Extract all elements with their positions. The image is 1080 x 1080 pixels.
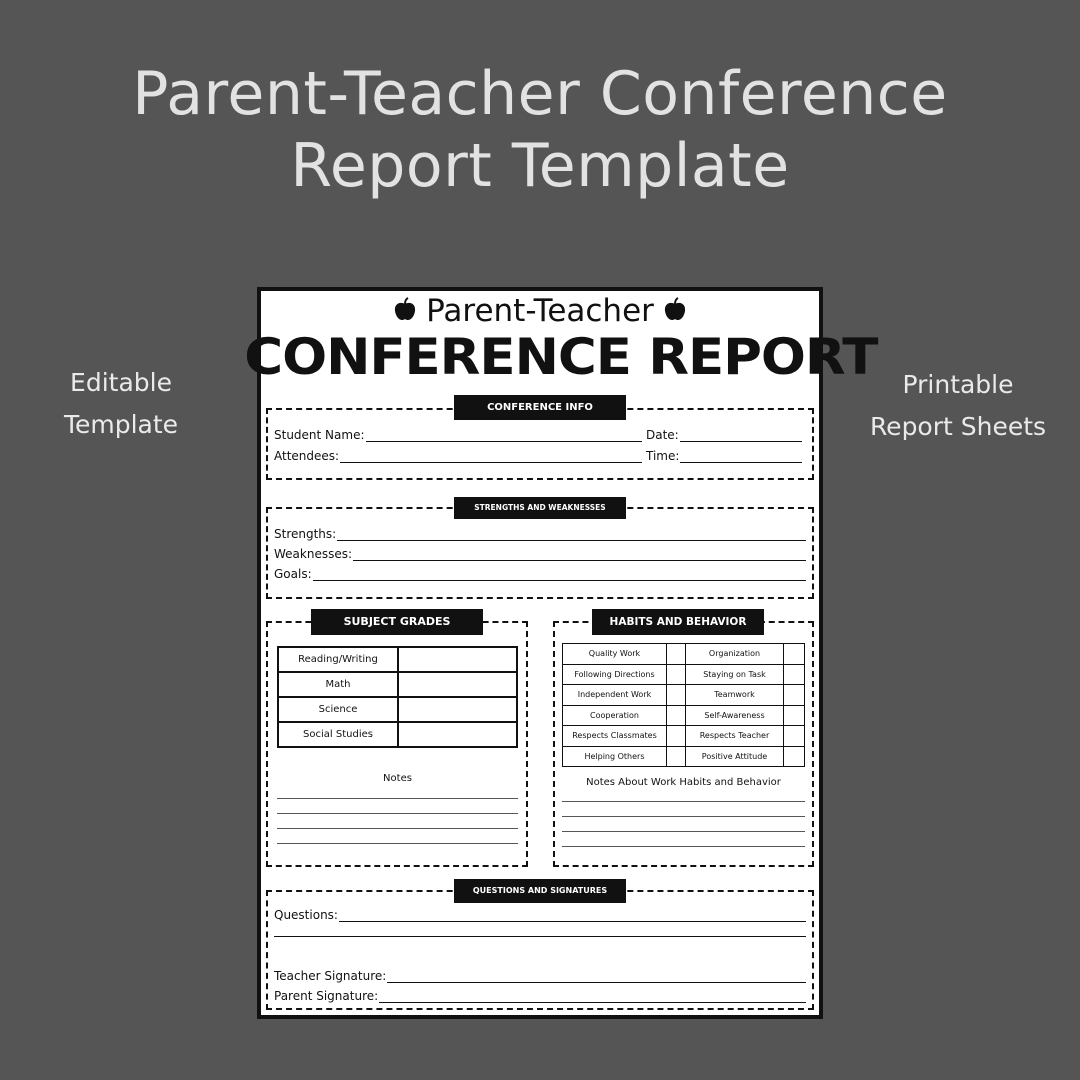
habit-name: Organization xyxy=(686,644,784,665)
goals-field[interactable] xyxy=(274,567,806,581)
habit-check-cell[interactable] xyxy=(667,664,686,685)
grades-notes-title: Notes xyxy=(383,773,412,784)
editable-template-caption xyxy=(36,362,206,446)
weaknesses-field[interactable] xyxy=(274,547,806,561)
teacher-signature-label: Teacher Signature: xyxy=(274,969,387,983)
subject-grades-label: SUBJECT GRADES xyxy=(311,609,483,635)
time-label: Time: xyxy=(646,449,680,463)
header-top-text: Parent-Teacher xyxy=(426,293,654,329)
habit-name: Teamwork xyxy=(686,685,784,706)
conference-info-label: CONFERENCE INFO xyxy=(454,395,626,420)
sheet-header-main: CONFERENCE REPORT xyxy=(244,328,878,386)
notes-line[interactable] xyxy=(277,798,518,799)
strengths-weaknesses-label: STRENGTHS AND WEAKNESSES xyxy=(454,497,626,519)
habit-check-cell[interactable] xyxy=(667,644,686,665)
grade-cell[interactable] xyxy=(398,647,517,672)
time-field[interactable] xyxy=(646,449,802,463)
caption-left-line-2: Template xyxy=(63,410,179,439)
habit-row xyxy=(563,685,805,706)
notes-line[interactable] xyxy=(277,828,518,829)
attendees-label: Attendees: xyxy=(274,449,340,463)
strengths-label: Strengths: xyxy=(274,527,337,541)
habit-check-cell[interactable] xyxy=(667,746,686,767)
student-name-label: Student Name: xyxy=(274,428,365,442)
caption-right-line-2: Report Sheets xyxy=(869,412,1047,441)
strengths-field[interactable] xyxy=(274,527,806,541)
habit-name: Staying on Task xyxy=(686,664,784,685)
habit-check-cell[interactable] xyxy=(667,726,686,747)
parent-signature-field[interactable] xyxy=(274,989,806,1003)
habit-name: Respects Teacher xyxy=(686,726,784,747)
habit-check-cell[interactable] xyxy=(784,644,805,665)
apple-icon xyxy=(392,297,418,323)
notes-line[interactable] xyxy=(562,816,805,817)
questions-line[interactable] xyxy=(274,936,806,937)
goals-label: Goals: xyxy=(274,567,312,581)
grade-row xyxy=(278,722,517,747)
date-label: Date: xyxy=(646,428,679,442)
questions-signatures-label: QUESTIONS AND SIGNATURES xyxy=(454,879,626,903)
habit-name: Respects Classmates xyxy=(563,726,667,747)
grade-row xyxy=(278,697,517,722)
grade-row xyxy=(278,672,517,697)
questions-field[interactable] xyxy=(274,908,806,922)
title-line-1: Parent-Teacher Conference xyxy=(132,59,948,129)
habit-row xyxy=(563,644,805,665)
habit-check-cell[interactable] xyxy=(784,726,805,747)
habit-check-cell[interactable] xyxy=(784,685,805,706)
habit-name: Independent Work xyxy=(563,685,667,706)
subject-grades-table xyxy=(277,646,518,748)
attendees-field[interactable] xyxy=(274,449,642,463)
habit-check-cell[interactable] xyxy=(667,705,686,726)
habits-notes-title: Notes About Work Habits and Behavior xyxy=(586,777,781,788)
parent-signature-label: Parent Signature: xyxy=(274,989,379,1003)
habit-check-cell[interactable] xyxy=(784,746,805,767)
sheet-header-top xyxy=(261,293,819,329)
habit-row xyxy=(563,664,805,685)
notes-line[interactable] xyxy=(277,843,518,844)
habit-name: Cooperation xyxy=(563,705,667,726)
habit-check-cell[interactable] xyxy=(784,705,805,726)
habits-table xyxy=(562,643,805,767)
student-name-field[interactable] xyxy=(274,428,642,442)
subject-name: Social Studies xyxy=(278,722,398,747)
habit-name: Quality Work xyxy=(563,644,667,665)
subject-name: Science xyxy=(278,697,398,722)
teacher-signature-field[interactable] xyxy=(274,969,806,983)
habit-check-cell[interactable] xyxy=(784,664,805,685)
habit-name: Helping Others xyxy=(563,746,667,767)
grade-cell[interactable] xyxy=(398,672,517,697)
habit-row xyxy=(563,705,805,726)
caption-right-line-1: Printable xyxy=(902,370,1014,399)
habit-name: Self-Awareness xyxy=(686,705,784,726)
subject-name: Reading/Writing xyxy=(278,647,398,672)
notes-line[interactable] xyxy=(562,846,805,847)
grade-row xyxy=(278,647,517,672)
page-title xyxy=(0,58,1080,202)
habits-behavior-label: HABITS AND BEHAVIOR xyxy=(592,609,764,635)
weaknesses-label: Weaknesses: xyxy=(274,547,353,561)
subject-name: Math xyxy=(278,672,398,697)
habit-check-cell[interactable] xyxy=(667,685,686,706)
grade-cell[interactable] xyxy=(398,697,517,722)
notes-line[interactable] xyxy=(562,801,805,802)
title-line-2: Report Template xyxy=(290,131,790,201)
questions-label: Questions: xyxy=(274,908,338,922)
grade-cell[interactable] xyxy=(398,722,517,747)
notes-line[interactable] xyxy=(562,831,805,832)
habit-name: Positive Attitude xyxy=(686,746,784,767)
habit-name: Following Directions xyxy=(563,664,667,685)
printable-sheets-caption xyxy=(858,364,1058,448)
notes-line[interactable] xyxy=(277,813,518,814)
caption-left-line-1: Editable xyxy=(70,368,172,397)
habit-row xyxy=(563,746,805,767)
habit-row xyxy=(563,726,805,747)
report-sheet-preview xyxy=(244,287,878,1019)
date-field[interactable] xyxy=(646,428,802,442)
apple-icon xyxy=(662,297,688,323)
